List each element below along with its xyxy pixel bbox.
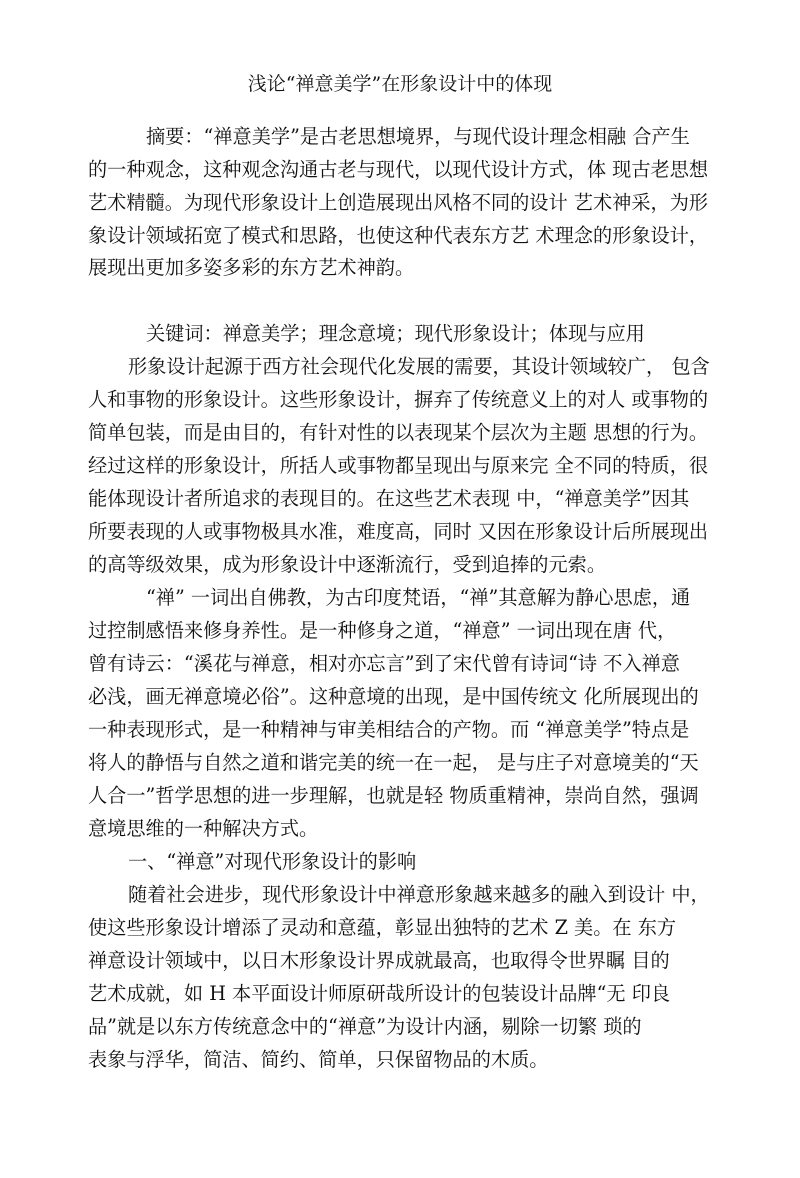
- paragraph-line: 禅意设计领域中，以日木形象设计界成就最高，也取得令世界瞩 目的: [88, 949, 670, 972]
- paragraph-line: 人合一”哲学思想的进一步理解，也就是轻 物质重精神，崇尚自然，强调: [88, 784, 699, 807]
- paragraph-line: 简单包装，而是由目的，有针对性的以表现某个层次为主题 思想的行为。: [88, 421, 709, 444]
- paragraph-line: “禅” 一词出自佛教，为古印度梵语，“禅”其意解为静心思虑，通: [146, 586, 691, 609]
- paragraph-line: 将人的静悟与自然之道和谐完美的统一在一起， 是与庄子对意境美的“天: [88, 751, 699, 774]
- paragraph-line: 经过这样的形象设计，所括人或事物都呈现出与原来完 全不同的特质，很: [88, 454, 709, 477]
- abstract-line: 展现出更加多姿多彩的东方艺术神韵。: [88, 256, 415, 279]
- paragraph-line: 能体现设计者所追求的表现目的。在这些艺术表现 中，“禅意美学”因其: [88, 487, 690, 510]
- paragraph-line: 的高等级效果，成为形象设计中逐渐流行，受到追捧的元索。: [88, 553, 607, 576]
- abstract-line: 象设计领域拓宽了模式和思路，也使这种代表东方艺 术理念的形象设计，: [88, 224, 709, 247]
- paragraph-line: 人和事物的形象设计。这些形象设计，摒弃了传统意义上的对人 或事物的: [88, 388, 709, 411]
- abstract-line: 的一种观念，这种观念沟通古老与现代，以现代设计方式，体 现古老思想: [88, 158, 709, 181]
- section-heading: 一、“禅意”对现代形象设计的影响: [128, 850, 417, 873]
- paragraph-line: 过控制感悟来修身养性。是一种修身之道，“禅意” 一词出现在唐 代，: [88, 619, 677, 642]
- document-title: 浅论“禅意美学”在形象设计中的体现: [247, 73, 553, 95]
- paragraph-line: 艺术成就，如 H 本平面设计师原研哉所设计的包装设计品牌“无 印良: [88, 982, 671, 1005]
- keywords-line: 关键词：禅意美学；理念意境；现代形象设计；体现与应用: [146, 322, 645, 345]
- paragraph-line: 所要表现的人或事物极具水准，难度高，同时 又因在形象设计后所展现出: [88, 520, 709, 543]
- paragraph-line: 形象设计起源于西方社会现代化发展的需要，其设计领域较广， 包含: [128, 355, 710, 378]
- paragraph-line: 曾有诗云：“溪花与禅意，相对亦忘言”到了宋代曾有诗词“诗 不入禅意: [88, 652, 680, 675]
- paragraph-line: 意境思维的一种解决方式。: [88, 817, 319, 840]
- paragraph-line: 一种表现形式，是一种精神与审美相结合的产物。而 “禅意美学”特点是: [88, 718, 690, 741]
- abstract-line: 艺术精髓。为现代形象设计上创造展现出风格不同的设计 艺术神采，为形: [88, 191, 709, 214]
- paragraph-line: 品”就是以东方传统意念中的“禅意”为设计内涵，剔除一切繁 琐的: [88, 1015, 642, 1038]
- paragraph-line: 必浅，画无禅意境必俗”。这种意境的出现，是中国传统文 化所展现出的: [88, 685, 699, 708]
- paragraph-line: 使这些形象设计增添了灵动和意蕴，彰显出独特的艺术 Z 美。在 东方: [88, 916, 677, 939]
- abstract-line: 摘要：“禅意美学”是古老思想境界，与现代设计理念相融 合产生: [146, 125, 690, 148]
- paragraph-line: 表象与浮华，简洁、简约、简单，只保留物品的木质。: [88, 1048, 549, 1071]
- paragraph-line: 随着社会进步，现代形象设计中禅意形象越来越多的融入到设计 中，: [128, 883, 710, 906]
